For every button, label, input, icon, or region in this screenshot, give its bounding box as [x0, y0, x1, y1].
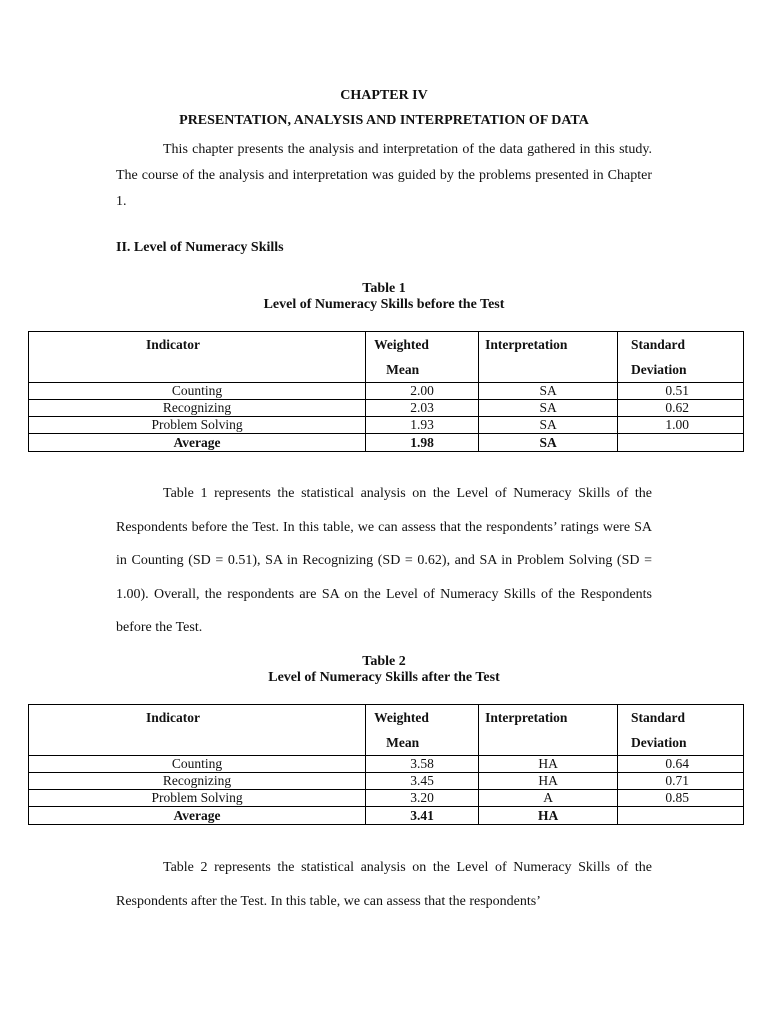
table2-header-interpretation: Interpretation — [479, 705, 618, 756]
table2-cell-mean: 3.20 — [366, 790, 479, 807]
table2-label: Table 2 — [362, 654, 406, 669]
intro-paragraph: This chapter presents the analysis and interpretation of the data gathered in this study. The course of the analysis and interpretation was guided by the problems presented in Chapter 1. — [116, 142, 652, 209]
table2-average-label: Average — [29, 807, 366, 825]
table2-cell-sd: 0.71 — [618, 773, 744, 790]
table2-average-interpretation: HA — [479, 807, 618, 825]
table2-header-row — [29, 705, 744, 756]
chapter-number: CHAPTER IV — [340, 88, 428, 103]
table2-paragraph: Table 2 represents the statistical analysis on the Level of Numeracy Skills of the Respondents after the Test. In this table, we can assess that the respondents’ — [116, 860, 652, 909]
table2-average-sd — [618, 807, 744, 825]
table1-cell-interpretation: SA — [479, 383, 618, 400]
table-row — [29, 790, 744, 807]
table2-cell-interpretation: HA — [479, 756, 618, 773]
table1-average-sd — [618, 434, 744, 452]
table2-cell-mean: 3.45 — [366, 773, 479, 790]
table2-average-row — [29, 807, 744, 825]
table1-cell-indicator: Problem Solving — [29, 417, 366, 434]
table1-cell-mean: 1.93 — [366, 417, 479, 434]
table1-header-row — [29, 332, 744, 383]
table1-header-indicator: Indicator — [29, 332, 366, 383]
table2-header-weighted-mean: Weighted Mean — [366, 705, 479, 756]
table-row — [29, 756, 744, 773]
table-row — [29, 383, 744, 400]
section-heading: II. Level of Numeracy Skills — [116, 240, 284, 255]
table1-header-interpretation: Interpretation — [479, 332, 618, 383]
table2-header-indicator: Indicator — [29, 705, 366, 756]
table2-cell-interpretation: A — [479, 790, 618, 807]
table-row — [29, 773, 744, 790]
table1-cell-indicator: Recognizing — [29, 400, 366, 417]
table1-cell-mean: 2.00 — [366, 383, 479, 400]
table1-average-interpretation: SA — [479, 434, 618, 452]
table1-cell-interpretation: SA — [479, 417, 618, 434]
table1-cell-mean: 2.03 — [366, 400, 479, 417]
table1-paragraph: Table 1 represents the statistical analysis on the Level of Numeracy Skills of the Respondents before the Test. In this table, we can assess that the respondents’ ratings were SA in Counting (SD = 0.51), SA in Recognizing (SD = 0.62), and SA in Problem Solving (SD = 1.00). Overall, the respondents are SA on the Level of Numeracy Skills of the Respondents before the Test. — [116, 486, 652, 636]
table1-cell-sd: 0.62 — [618, 400, 744, 417]
table2-header-standard-deviation: Standard Deviation — [618, 705, 744, 756]
table1-cell-sd: 1.00 — [618, 417, 744, 434]
table2-cell-indicator: Counting — [29, 756, 366, 773]
table2-cell-sd: 0.64 — [618, 756, 744, 773]
table2-cell-mean: 3.58 — [366, 756, 479, 773]
table2-title: Level of Numeracy Skills after the Test — [268, 670, 500, 685]
table2-cell-sd: 0.85 — [618, 790, 744, 807]
chapter-title: PRESENTATION, ANALYSIS AND INTERPRETATION OF DATA — [179, 113, 589, 128]
table1-cell-indicator: Counting — [29, 383, 366, 400]
table1-average-mean: 1.98 — [366, 434, 479, 452]
table2-cell-interpretation: HA — [479, 773, 618, 790]
table1 — [28, 331, 744, 452]
table1-title: Level of Numeracy Skills before the Test — [263, 297, 505, 312]
table1-cell-interpretation: SA — [479, 400, 618, 417]
table1-header-weighted-mean: Weighted Mean — [366, 332, 479, 383]
table1-cell-sd: 0.51 — [618, 383, 744, 400]
table2 — [28, 704, 744, 825]
table2-cell-indicator: Recognizing — [29, 773, 366, 790]
table1-average-row — [29, 434, 744, 452]
table1-label: Table 1 — [362, 281, 406, 296]
table-row — [29, 400, 744, 417]
table1-average-label: Average — [29, 434, 366, 452]
table-row — [29, 417, 744, 434]
table1-header-standard-deviation: Standard Deviation — [618, 332, 744, 383]
table2-cell-indicator: Problem Solving — [29, 790, 366, 807]
table2-average-mean: 3.41 — [366, 807, 479, 825]
